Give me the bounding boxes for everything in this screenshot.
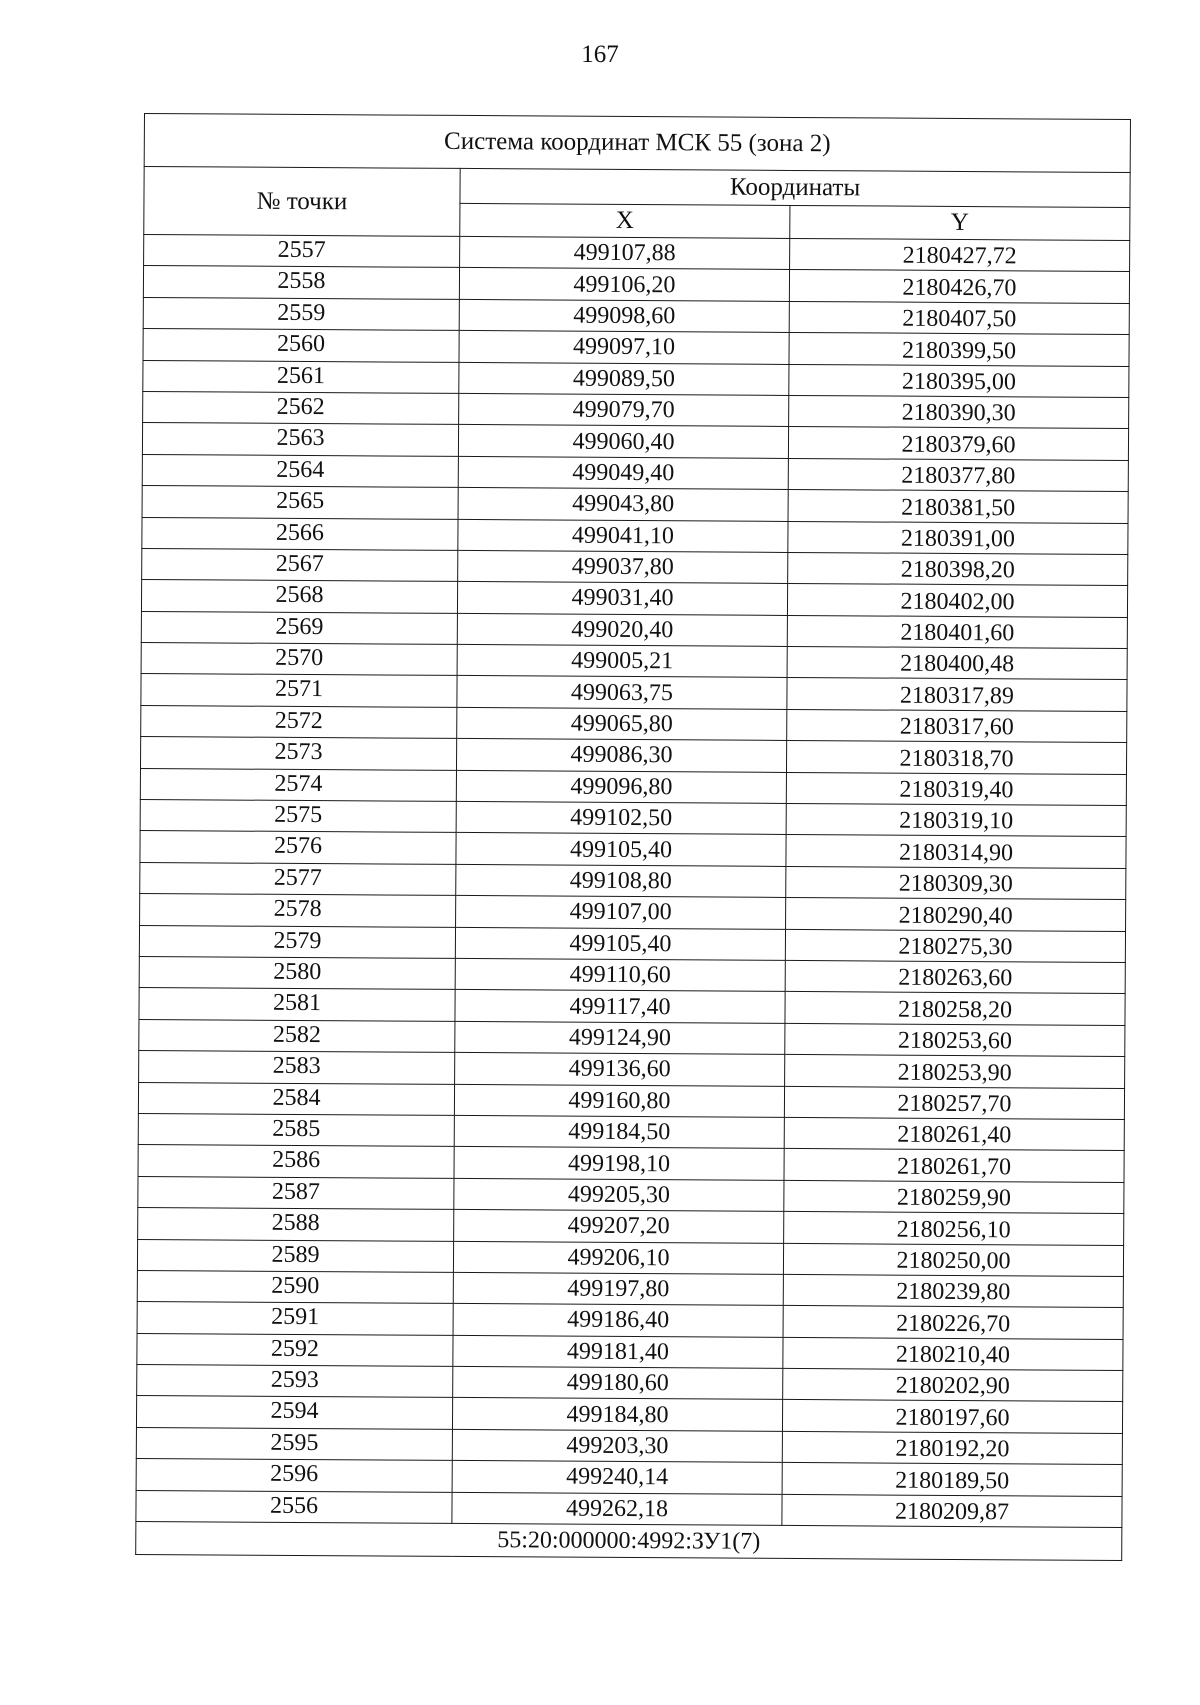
x-coordinate-cell: 499098,60 xyxy=(459,299,789,332)
y-coordinate-cell: 2180250,00 xyxy=(783,1243,1123,1276)
y-coordinate-cell: 2180401,60 xyxy=(787,615,1127,648)
x-coordinate-cell: 499065,80 xyxy=(457,707,787,740)
x-coordinate-cell: 499105,40 xyxy=(456,833,786,866)
point-number-cell: 2562 xyxy=(143,391,459,424)
point-number-cell: 2592 xyxy=(137,1333,453,1366)
point-number-cell: 2584 xyxy=(138,1082,454,1115)
y-coordinate-cell: 2180402,00 xyxy=(787,584,1127,617)
x-coordinate-cell: 499060,40 xyxy=(458,425,788,458)
point-number-cell: 2559 xyxy=(143,297,459,330)
point-number-cell: 2571 xyxy=(141,674,457,707)
x-coordinate-cell: 499203,30 xyxy=(452,1429,782,1462)
y-coordinate-cell: 2180209,87 xyxy=(782,1494,1122,1527)
y-coordinate-cell: 2180426,70 xyxy=(789,270,1129,303)
table-body xyxy=(136,235,1130,1528)
y-coordinate-cell: 2180314,90 xyxy=(786,835,1126,868)
y-coordinate-cell: 2180189,50 xyxy=(782,1463,1122,1496)
point-number-cell: 2576 xyxy=(140,831,456,864)
point-number-cell: 2572 xyxy=(141,705,457,738)
x-coordinate-cell: 499160,80 xyxy=(454,1084,784,1117)
y-coordinate-cell: 2180319,10 xyxy=(786,803,1126,836)
y-coordinate-cell: 2180399,50 xyxy=(789,333,1129,366)
x-coordinate-cell: 499005,21 xyxy=(457,645,787,678)
x-coordinate-cell: 499020,40 xyxy=(457,613,787,646)
x-coordinate-cell: 499096,80 xyxy=(456,770,786,803)
point-number-cell: 2577 xyxy=(140,862,456,895)
y-coordinate-cell: 2180390,30 xyxy=(789,395,1129,428)
x-coordinate-cell: 499184,50 xyxy=(454,1115,784,1148)
x-coordinate-cell: 499043,80 xyxy=(458,488,788,521)
point-number-cell: 2565 xyxy=(142,486,458,519)
x-coordinate-cell: 499063,75 xyxy=(457,676,787,709)
y-coordinate-cell: 2180210,40 xyxy=(783,1337,1123,1370)
y-coordinate-cell: 2180239,80 xyxy=(783,1274,1123,1307)
coordinates-table xyxy=(135,113,1131,1561)
y-coordinate-cell: 2180427,72 xyxy=(790,238,1130,271)
y-coordinate-cell: 2180407,50 xyxy=(789,301,1129,334)
point-number-header: № точки xyxy=(144,167,460,237)
y-column-header: Y xyxy=(790,205,1130,240)
point-number-cell: 2581 xyxy=(139,988,455,1021)
x-coordinate-cell: 499037,80 xyxy=(458,550,788,583)
x-coordinate-cell: 499180,60 xyxy=(453,1366,783,1399)
y-coordinate-cell: 2180258,20 xyxy=(785,992,1125,1025)
point-number-cell: 2567 xyxy=(142,548,458,581)
y-coordinate-cell: 2180253,60 xyxy=(785,1023,1125,1056)
y-coordinate-cell: 2180256,10 xyxy=(784,1212,1124,1245)
point-number-cell: 2568 xyxy=(141,580,457,613)
x-coordinate-cell: 499124,90 xyxy=(455,1021,785,1054)
point-number-cell: 2596 xyxy=(136,1459,452,1492)
y-coordinate-cell: 2180192,20 xyxy=(782,1431,1122,1464)
x-coordinate-cell: 499206,10 xyxy=(453,1241,783,1274)
y-coordinate-cell: 2180253,90 xyxy=(785,1055,1125,1088)
y-coordinate-cell: 2180391,00 xyxy=(788,521,1128,554)
point-number-cell: 2570 xyxy=(141,643,457,676)
y-coordinate-cell: 2180318,70 xyxy=(786,741,1126,774)
y-coordinate-cell: 2180319,40 xyxy=(786,772,1126,805)
x-column-header: X xyxy=(460,203,790,238)
y-coordinate-cell: 2180379,60 xyxy=(788,427,1128,460)
point-number-cell: 2574 xyxy=(140,768,456,801)
x-coordinate-cell: 499207,20 xyxy=(454,1210,784,1243)
x-coordinate-cell: 499108,80 xyxy=(456,864,786,897)
x-coordinate-cell: 499107,00 xyxy=(456,896,786,929)
y-coordinate-cell: 2180395,00 xyxy=(789,364,1129,397)
x-coordinate-cell: 499181,40 xyxy=(453,1335,783,1368)
point-number-cell: 2588 xyxy=(138,1208,454,1241)
y-coordinate-cell: 2180381,50 xyxy=(788,490,1128,523)
x-coordinate-cell: 499240,14 xyxy=(452,1461,782,1494)
y-coordinate-cell: 2180400,48 xyxy=(787,647,1127,680)
point-number-cell: 2582 xyxy=(139,1019,455,1052)
point-number-cell: 2558 xyxy=(143,266,459,299)
point-number-cell: 2575 xyxy=(140,800,456,833)
point-number-cell: 2573 xyxy=(140,737,456,770)
y-coordinate-cell: 2180398,20 xyxy=(788,552,1128,585)
y-coordinate-cell: 2180377,80 xyxy=(788,458,1128,491)
y-coordinate-cell: 2180317,60 xyxy=(787,709,1127,742)
x-coordinate-cell: 499105,40 xyxy=(455,927,785,960)
x-coordinate-cell: 499089,50 xyxy=(459,362,789,395)
coordinate-system-title: Система координат МСК 55 (зона 2) xyxy=(144,114,1130,173)
y-coordinate-cell: 2180275,30 xyxy=(785,929,1125,962)
point-number-cell: 2589 xyxy=(137,1239,453,1272)
point-number-cell: 2557 xyxy=(144,235,460,268)
point-number-cell: 2587 xyxy=(138,1176,454,1209)
x-coordinate-cell: 499110,60 xyxy=(455,958,785,991)
point-number-cell: 2591 xyxy=(137,1302,453,1335)
point-number-cell: 2586 xyxy=(138,1145,454,1178)
y-coordinate-cell: 2180226,70 xyxy=(783,1306,1123,1339)
y-coordinate-cell: 2180261,70 xyxy=(784,1149,1124,1182)
point-number-cell: 2578 xyxy=(140,894,456,927)
y-coordinate-cell: 2180202,90 xyxy=(783,1368,1123,1401)
x-coordinate-cell: 499136,60 xyxy=(455,1053,785,1086)
point-number-cell: 2593 xyxy=(137,1365,453,1398)
point-number-cell: 2580 xyxy=(139,956,455,989)
x-coordinate-cell: 499086,30 xyxy=(456,739,786,772)
x-coordinate-cell: 499031,40 xyxy=(457,582,787,615)
x-coordinate-cell: 499197,80 xyxy=(453,1272,783,1305)
point-number-cell: 2590 xyxy=(137,1270,453,1303)
point-number-cell: 2579 xyxy=(139,925,455,958)
point-number-cell: 2566 xyxy=(142,517,458,550)
y-coordinate-cell: 2180197,60 xyxy=(782,1400,1122,1433)
point-number-cell: 2595 xyxy=(136,1427,452,1460)
y-coordinate-cell: 2180309,30 xyxy=(786,866,1126,899)
point-number-cell: 2561 xyxy=(143,360,459,393)
page-number: 167 xyxy=(581,41,619,68)
point-number-cell: 2583 xyxy=(139,1051,455,1084)
x-coordinate-cell: 499049,40 xyxy=(458,456,788,489)
y-coordinate-cell: 2180290,40 xyxy=(786,898,1126,931)
y-coordinate-cell: 2180263,60 xyxy=(785,960,1125,993)
x-coordinate-cell: 499198,10 xyxy=(454,1147,784,1180)
parcel-id: 55:20:000000:4992:ЗУ1(7) xyxy=(136,1521,1122,1560)
x-coordinate-cell: 499117,40 xyxy=(455,990,785,1023)
x-coordinate-cell: 499106,20 xyxy=(459,268,789,301)
y-coordinate-cell: 2180257,70 xyxy=(784,1086,1124,1119)
x-coordinate-cell: 499186,40 xyxy=(453,1304,783,1337)
x-coordinate-cell: 499107,88 xyxy=(460,236,790,269)
point-number-cell: 2594 xyxy=(136,1396,452,1429)
point-number-cell: 2556 xyxy=(136,1490,452,1523)
point-number-cell: 2569 xyxy=(141,611,457,644)
x-coordinate-cell: 499079,70 xyxy=(459,393,789,426)
point-number-cell: 2585 xyxy=(138,1113,454,1146)
point-number-cell: 2563 xyxy=(142,423,458,456)
x-coordinate-cell: 499102,50 xyxy=(456,801,786,834)
y-coordinate-cell: 2180259,90 xyxy=(784,1180,1124,1213)
point-number-cell: 2560 xyxy=(143,329,459,362)
x-coordinate-cell: 499184,80 xyxy=(452,1398,782,1431)
y-coordinate-cell: 2180261,40 xyxy=(784,1117,1124,1150)
x-coordinate-cell: 499097,10 xyxy=(459,331,789,364)
x-coordinate-cell: 499205,30 xyxy=(454,1178,784,1211)
coordinates-header: Координаты xyxy=(460,168,1130,207)
x-coordinate-cell: 499262,18 xyxy=(452,1492,782,1525)
x-coordinate-cell: 499041,10 xyxy=(458,519,788,552)
point-number-cell: 2564 xyxy=(142,454,458,487)
y-coordinate-cell: 2180317,89 xyxy=(787,678,1127,711)
